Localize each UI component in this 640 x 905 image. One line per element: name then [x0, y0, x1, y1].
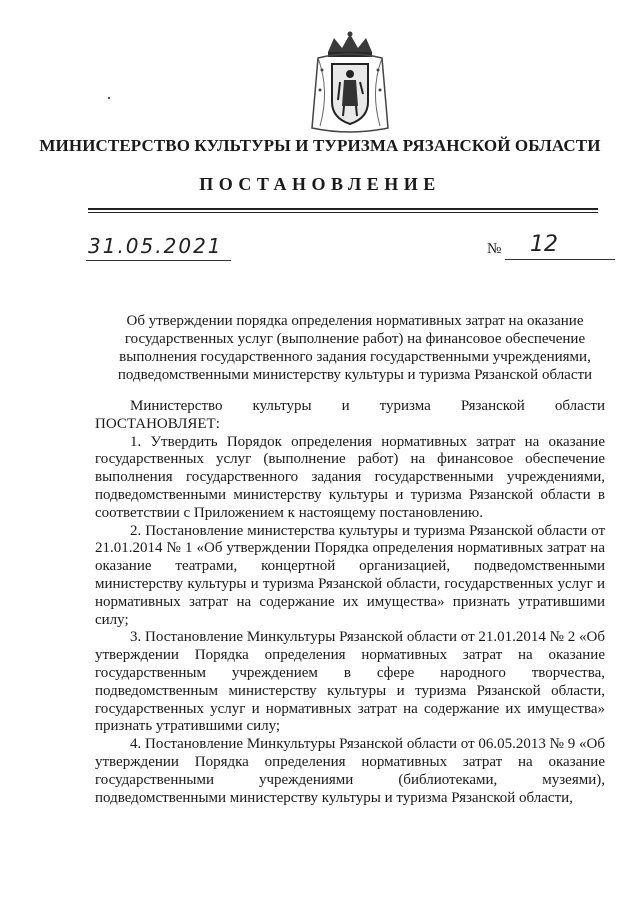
header-divider-thin [88, 212, 598, 213]
header-divider-thick [88, 208, 598, 210]
document-number: 12 [530, 232, 558, 257]
document-date: 31.05.2021 [88, 234, 223, 258]
decree-word: ПОСТАНОВЛЯЕТ: [95, 415, 220, 432]
number-sign: № [487, 241, 502, 257]
document-body [95, 398, 605, 807]
clause-2: 2. Постановление министерства культуры и туризма Рязанской области от 21.01.2014 № 1 «Об утверждении Порядка определения нормативных затрат на оказание театрами, концертной организацией, подведомственными министерству культуры и туризма Рязанской области, государственных услуг и нормативных затрат на содержание их имущества» признать утратившими силу; [95, 522, 605, 628]
scan-speck [108, 97, 110, 99]
clause-4: 4. Постановление Минкультуры Рязанской области от 06.05.2013 № 9 «Об утверждении Порядка определения нормативных затрат на оказание государственными учреждениями (библиотеками, музеями), подведомственными министерству культуры и туризма Рязанской области, [95, 736, 605, 806]
coat-of-arms-emblem [300, 30, 400, 138]
clause-3: 3. Постановление Минкультуры Рязанской области от 21.01.2014 № 2 «Об утверждении Порядка определения нормативных затрат на оказание государственным учреждением в сфере народного творчества, подведомственным министерству культуры и туризма Рязанской области, государственных услуг и нормативных затрат на содержание их имущества» признать утратившими силу; [95, 629, 605, 735]
date-underline [86, 260, 231, 261]
document-subject: Об утверждении порядка определения нормативных затрат на оказание государственных услуг (выполнение работ) на финансовое обеспечение выполнения государственного задания государственными учреждениями, подведомственными министерству культуры и туризма Рязанской области [117, 313, 593, 383]
preamble: Министерство культуры и туризма Рязанской области [130, 398, 605, 414]
clause-1: 1. Утвердить Порядок определения нормативных затрат на оказание государственных услуг (выполнение работ) на финансовое обеспечение выполнения государственного задания государственными учреждениями, подведомственными министерству культуры и туризма Рязанской области в соответствии с Приложением к настоящему постановлению. [95, 433, 605, 521]
ministry-title: МИНИСТЕРСТВО КУЛЬТУРЫ И ТУРИЗМА РЯЗАНСКОЙ ОБЛАСТИ [39, 136, 601, 155]
document-type-title: ПОСТАНОВЛЕНИЕ [199, 174, 441, 194]
number-underline [505, 259, 615, 260]
